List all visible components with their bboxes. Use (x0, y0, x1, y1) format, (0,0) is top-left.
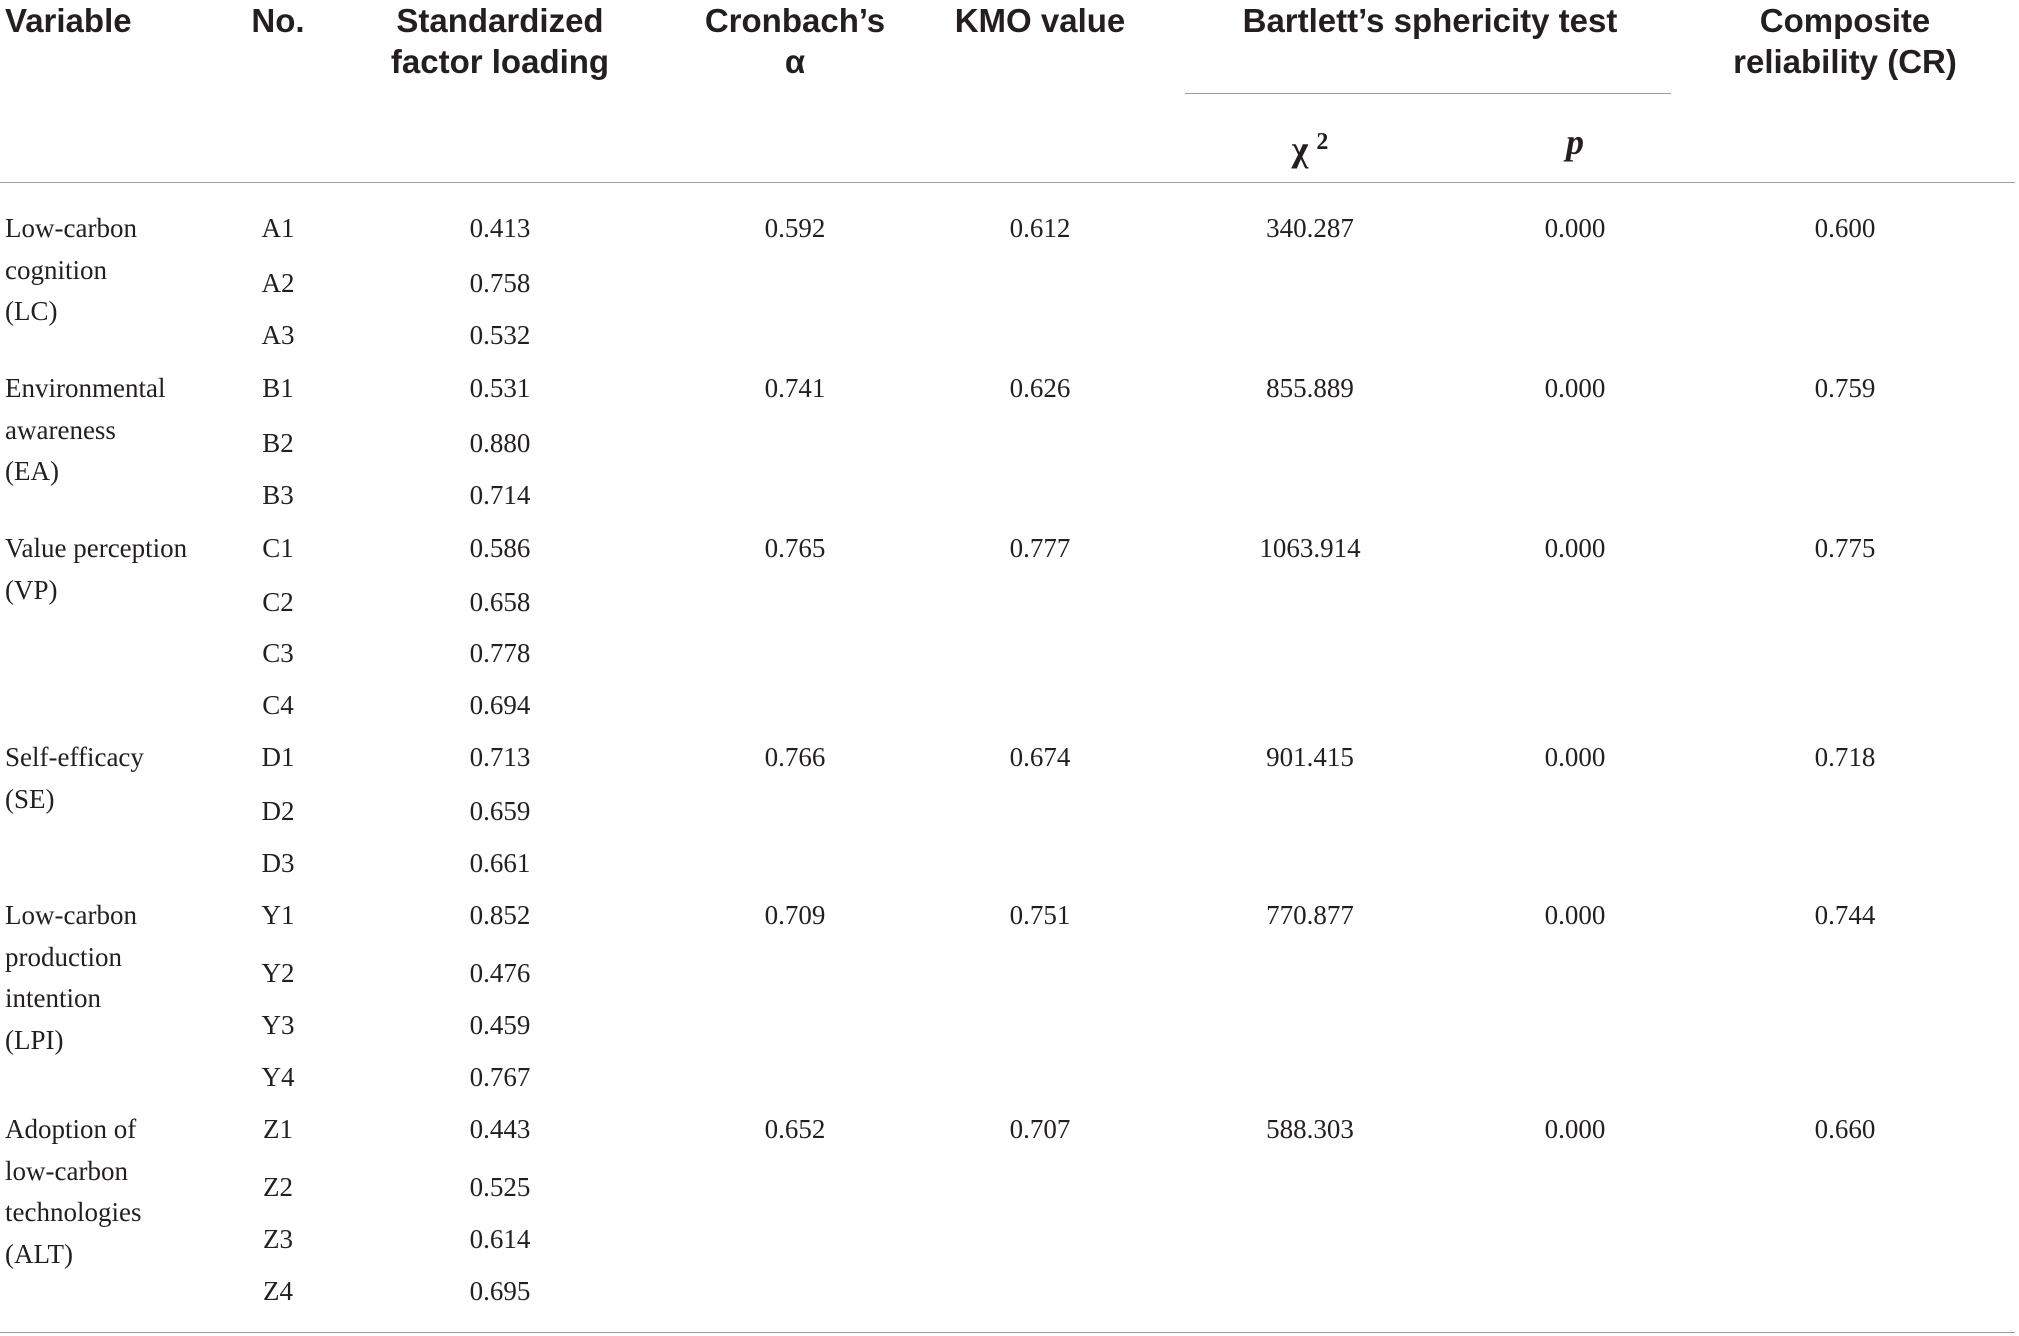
variable-name-line: production (5, 941, 122, 972)
cronbach-alpha-value: 0.709 (764, 900, 826, 930)
variable-name-line: Self-efficacy (5, 742, 144, 772)
chi-square-value: 770.877 (1266, 900, 1354, 930)
p-value: 0.000 (1544, 213, 1606, 243)
variable-name-line: (VP) (5, 574, 58, 605)
header-alpha-line-2: α (784, 43, 806, 80)
chi-superscript: 2 (1316, 129, 1329, 155)
composite-reliability-value: 0.759 (1814, 373, 1876, 403)
factor-loading-value: 0.413 (469, 213, 531, 243)
header-cronbach-alpha (680, 0, 910, 82)
factor-loading-value: 0.852 (469, 900, 531, 930)
item-number: C4 (262, 690, 294, 720)
factor-loading-value: 0.525 (469, 1172, 531, 1202)
item-number: A1 (261, 213, 295, 243)
header-variable: Variable (5, 2, 132, 39)
p-value: 0.000 (1544, 900, 1606, 930)
kmo-value: 0.612 (1009, 213, 1071, 243)
p-value: 0.000 (1544, 533, 1606, 563)
p-value: 0.000 (1544, 1114, 1606, 1144)
composite-reliability-value: 0.660 (1814, 1114, 1876, 1144)
factor-loading-value: 0.880 (469, 428, 531, 458)
chi-square-value: 855.889 (1266, 373, 1354, 403)
factor-loading-value: 0.586 (469, 533, 531, 563)
item-number: D2 (261, 796, 295, 826)
p-value: 0.000 (1544, 742, 1606, 772)
variable-name-line: Environmental (5, 373, 166, 403)
table-bottom-rule (0, 1332, 2015, 1333)
header-cr-line-1: Composite (1759, 2, 1931, 39)
composite-reliability-value: 0.600 (1814, 213, 1876, 243)
factor-loading-value: 0.758 (469, 268, 531, 298)
variable-name-line: awareness (5, 414, 116, 445)
item-number: C2 (262, 587, 294, 617)
chi-symbol: χ (1291, 129, 1309, 169)
kmo-value: 0.707 (1009, 1114, 1071, 1144)
item-number: Y3 (261, 1010, 295, 1040)
item-number: Y4 (261, 1062, 295, 1092)
chi-square-value: 1063.914 (1259, 533, 1361, 563)
variable-name-line: (ALT) (5, 1238, 73, 1269)
factor-loading-value: 0.532 (469, 320, 531, 350)
factor-loading-value: 0.658 (469, 587, 531, 617)
item-number: A2 (261, 268, 295, 298)
factor-loading-value: 0.661 (469, 848, 531, 878)
cronbach-alpha-value: 0.765 (764, 533, 826, 563)
header-no: No. (251, 2, 305, 39)
cronbach-alpha-value: 0.766 (764, 742, 826, 772)
item-number: B3 (262, 480, 294, 510)
header-composite-reliability (1695, 0, 1995, 82)
variable-name-line: (LC) (5, 296, 58, 326)
subheader-chi-square (1200, 122, 1420, 169)
item-number: Z1 (263, 1114, 293, 1144)
variable-name-line: Adoption of (5, 1114, 137, 1144)
item-number: C1 (262, 533, 294, 563)
header-bartlett-test: Bartlett’s sphericity test (1242, 2, 1618, 39)
variable-name-line: intention (5, 983, 101, 1013)
subheader-p: p (1566, 122, 1584, 162)
header-cr-line-2: reliability (CR) (1733, 43, 1957, 80)
kmo-value: 0.777 (1009, 533, 1071, 563)
variable-name (5, 1109, 141, 1275)
variable-name-line: (LPI) (5, 1024, 64, 1055)
factor-loading-value: 0.531 (469, 373, 531, 403)
factor-loading-value: 0.695 (469, 1276, 531, 1306)
item-number: Z4 (263, 1276, 293, 1306)
variable-name (5, 208, 137, 333)
factor-loading-value: 0.614 (469, 1224, 531, 1254)
factor-loading-value: 0.476 (469, 958, 531, 988)
kmo-value: 0.751 (1009, 900, 1071, 930)
header-bottom-rule (0, 182, 2015, 183)
variable-name-line: low-carbon (5, 1155, 128, 1186)
factor-loading-value: 0.713 (469, 742, 531, 772)
item-number: Y1 (261, 900, 295, 930)
factor-loading-value: 0.443 (469, 1114, 531, 1144)
variable-name (5, 895, 137, 1061)
p-value: 0.000 (1544, 373, 1606, 403)
bartlett-subheader-rule (1185, 93, 1671, 94)
factor-loading-value: 0.459 (469, 1010, 531, 1040)
item-number: C3 (262, 638, 294, 668)
header-alpha-line-1: Cronbach’s (704, 2, 886, 39)
item-number: Z3 (263, 1224, 293, 1254)
variable-name-line: cognition (5, 254, 107, 285)
variable-name-line: technologies (5, 1197, 142, 1227)
composite-reliability-value: 0.744 (1814, 900, 1876, 930)
chi-square-value: 901.415 (1266, 742, 1354, 772)
item-number: B2 (262, 428, 294, 458)
variable-name-line: (SE) (5, 783, 55, 814)
factor-loading-value: 0.714 (469, 480, 531, 510)
cronbach-alpha-value: 0.741 (764, 373, 826, 403)
item-number: B1 (262, 373, 294, 403)
item-number: A3 (261, 320, 295, 350)
variable-name (5, 737, 144, 820)
header-kmo-value: KMO value (954, 2, 1126, 39)
chi-square-value: 588.303 (1266, 1114, 1354, 1144)
item-number: D1 (261, 742, 295, 772)
header-loading-line-2: factor loading (390, 43, 610, 80)
cronbach-alpha-value: 0.592 (764, 213, 826, 243)
variable-name (5, 368, 165, 493)
item-number: Y2 (261, 958, 295, 988)
composite-reliability-value: 0.775 (1814, 533, 1876, 563)
factor-loading-value: 0.659 (469, 796, 531, 826)
variable-name-line: Low-carbon (5, 900, 137, 930)
variable-name-line: Value perception (5, 533, 188, 563)
variable-name-line: (EA) (5, 456, 59, 486)
composite-reliability-value: 0.718 (1814, 742, 1876, 772)
header-standardized-factor-loading (370, 0, 630, 82)
item-number: Z2 (263, 1172, 293, 1202)
variable-name-line: Low-carbon (5, 213, 137, 243)
header-loading-line-1: Standardized (396, 2, 604, 39)
cronbach-alpha-value: 0.652 (764, 1114, 826, 1144)
chi-square-value: 340.287 (1266, 213, 1354, 243)
variable-name (5, 528, 187, 611)
factor-loading-value: 0.694 (469, 690, 531, 720)
factor-loading-value: 0.767 (469, 1062, 531, 1092)
kmo-value: 0.674 (1009, 742, 1071, 772)
factor-loading-value: 0.778 (469, 638, 531, 668)
item-number: D3 (261, 848, 295, 878)
kmo-value: 0.626 (1009, 373, 1071, 403)
